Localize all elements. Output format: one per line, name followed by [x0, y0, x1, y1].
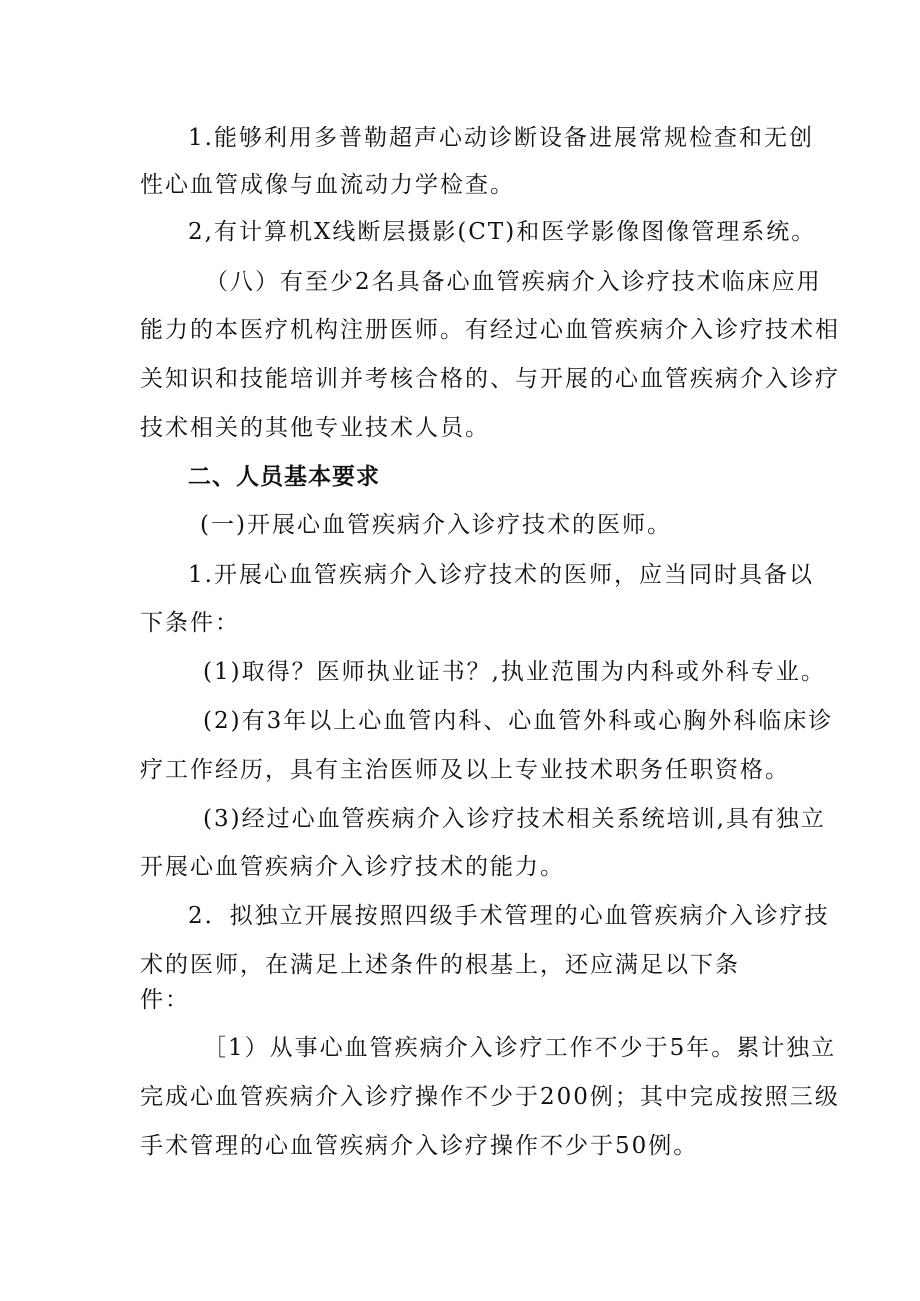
section-heading: 二、人员基本要求 — [188, 464, 380, 490]
paragraph-line: 疗工作经历，具有主治医师及以上专业技术职务任职资格。 — [140, 757, 790, 783]
paragraph-line: （八）有至少2名具备心血管疾病介入诊疗技术临床应用 — [205, 269, 822, 295]
paragraph-line: 1.开展心血管疾病介入诊疗技术的医师，应当同时具备以 — [188, 562, 814, 588]
paragraph-line: (2)有3年以上心血管内科、心血管外科或心胸外科临床诊 — [203, 708, 834, 734]
paragraph-line: 下条件： — [140, 610, 240, 636]
paragraph-line: 完成心血管疾病介入诊疗操作不少于200例；其中完成按照三级 — [140, 1084, 840, 1110]
paragraph-line: 开展心血管疾病介入诊疗技术的能力。 — [140, 854, 565, 880]
paragraph-line: 术的医师，在满足上述条件的根基上，还应满足以下条 — [140, 952, 740, 978]
paragraph-line: 2．拟独立开展按照四级手术管理的心血管疾病介入诊疗技 — [188, 903, 830, 929]
paragraph-line: ［1）从事心血管疾病介入诊疗工作不少于5年。累计独立 — [203, 1035, 837, 1061]
paragraph-line: 2,有计算机X线断层摄影(CT)和医学影像图像管理系统。 — [188, 219, 817, 245]
paragraph-line: 件： — [140, 987, 190, 1013]
paragraph-line: 能力的本医疗机构注册医师。有经过心血管疾病介入诊疗技术相 — [140, 317, 840, 343]
paragraph-line: (3)经过心血管疾病介入诊疗技术相关系统培训,具有独立 — [203, 806, 826, 832]
paragraph-line: 关知识和技能培训并考核合格的、与开展的心血管疾病介入诊疗 — [140, 366, 840, 392]
paragraph-line: 1.能够利用多普勒超声心动诊断设备进展常规检查和无创 — [188, 125, 814, 151]
paragraph-line: 技术相关的其他专业技术人员。 — [140, 415, 490, 441]
paragraph-line: (1)取得？医师执业证书？,执业范围为内科或外科专业。 — [203, 659, 826, 685]
paragraph-line: 性心血管成像与血流动力学检查。 — [140, 172, 515, 198]
paragraph-line: (一)开展心血管疾病介入诊疗技术的医师。 — [200, 512, 672, 538]
paragraph-line: 手术管理的心血管疾病介入诊疗操作不少于50例。 — [140, 1133, 699, 1159]
